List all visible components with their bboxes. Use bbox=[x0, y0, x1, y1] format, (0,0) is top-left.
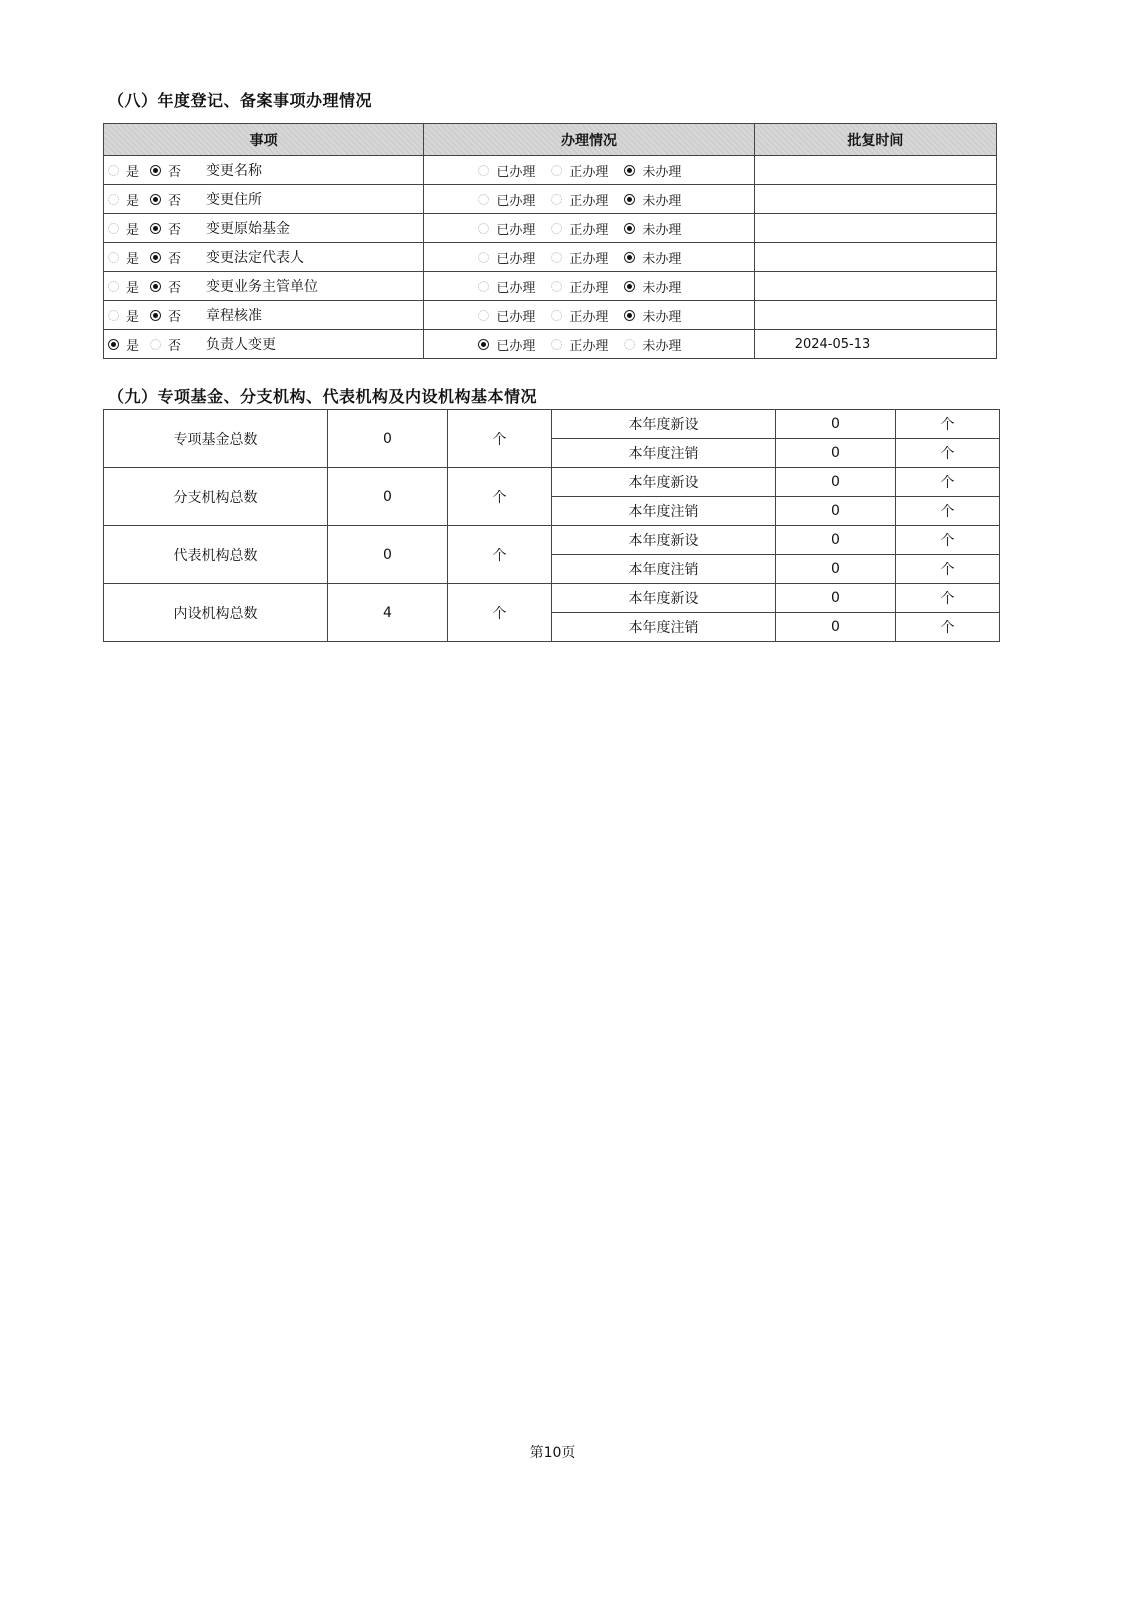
item-name: 变更名称 bbox=[206, 163, 262, 179]
radio-circle-icon bbox=[478, 310, 489, 321]
radio-circle-icon bbox=[150, 194, 161, 205]
item-cell bbox=[104, 185, 424, 214]
table-row bbox=[104, 468, 1000, 497]
status-label: 未办理 bbox=[642, 222, 682, 238]
radio-circle-icon bbox=[624, 310, 635, 321]
table-row bbox=[104, 243, 997, 272]
item-cell bbox=[104, 330, 424, 359]
no-label: 否 bbox=[168, 193, 182, 209]
radio-circle-icon bbox=[108, 252, 119, 263]
status-label: 未办理 bbox=[642, 309, 682, 325]
unit-label: 个 bbox=[896, 410, 1000, 439]
item-cell bbox=[104, 301, 424, 330]
status-label: 已办理 bbox=[496, 164, 536, 180]
status-radio[interactable] bbox=[624, 161, 697, 180]
radio-circle-icon bbox=[108, 194, 119, 205]
yes-radio[interactable] bbox=[108, 161, 150, 180]
radio-circle-icon bbox=[551, 252, 562, 263]
radio-circle-icon bbox=[551, 310, 562, 321]
unit-label: 个 bbox=[896, 613, 1000, 642]
status-label: 正办理 bbox=[569, 222, 609, 238]
new-label: 本年度新设 bbox=[552, 410, 776, 439]
category-name: 代表机构总数 bbox=[104, 526, 328, 584]
yes-radio[interactable] bbox=[108, 219, 150, 238]
status-radio[interactable] bbox=[478, 219, 551, 238]
item-name: 负责人变更 bbox=[206, 337, 276, 353]
unit-label: 个 bbox=[448, 410, 552, 468]
branch-institutions-table bbox=[103, 409, 1000, 642]
yes-label: 是 bbox=[126, 222, 140, 238]
cancel-label: 本年度注销 bbox=[552, 555, 776, 584]
yes-label: 是 bbox=[126, 164, 140, 180]
table-row bbox=[104, 185, 997, 214]
table-row bbox=[104, 156, 997, 185]
section-9-title: （九）专项基金、分支机构、代表机构及内设机构基本情况 bbox=[108, 387, 538, 406]
status-radio[interactable] bbox=[478, 190, 551, 209]
unit-label: 个 bbox=[448, 584, 552, 642]
no-radio[interactable] bbox=[150, 190, 200, 209]
no-radio[interactable] bbox=[150, 161, 200, 180]
yes-radio[interactable] bbox=[108, 335, 150, 354]
header-item: 事项 bbox=[104, 124, 424, 156]
header-approval-date: 批复时间 bbox=[754, 124, 996, 156]
radio-circle-icon bbox=[551, 223, 562, 234]
radio-circle-icon bbox=[551, 339, 562, 350]
status-radio[interactable] bbox=[551, 248, 624, 267]
no-label: 否 bbox=[168, 164, 182, 180]
status-label: 未办理 bbox=[642, 193, 682, 209]
item-name: 变更住所 bbox=[206, 192, 262, 208]
status-radio[interactable] bbox=[624, 306, 697, 325]
radio-circle-icon bbox=[150, 165, 161, 176]
approval-date bbox=[754, 301, 996, 330]
radio-circle-icon bbox=[478, 194, 489, 205]
status-radio[interactable] bbox=[478, 306, 551, 325]
status-radio[interactable] bbox=[478, 335, 551, 354]
radio-circle-icon bbox=[108, 281, 119, 292]
radio-circle-icon bbox=[624, 194, 635, 205]
radio-circle-icon bbox=[551, 281, 562, 292]
approval-date: 2024-05-13 bbox=[754, 330, 996, 359]
cancel-count: 0 bbox=[776, 497, 896, 526]
item-name: 变更法定代表人 bbox=[206, 250, 304, 266]
category-name: 分支机构总数 bbox=[104, 468, 328, 526]
status-cell bbox=[424, 185, 754, 214]
radio-circle-icon bbox=[478, 223, 489, 234]
unit-label: 个 bbox=[896, 584, 1000, 613]
status-radio[interactable] bbox=[624, 190, 697, 209]
no-label: 否 bbox=[168, 309, 182, 325]
radio-circle-icon bbox=[551, 194, 562, 205]
radio-circle-icon bbox=[624, 281, 635, 292]
radio-circle-icon bbox=[551, 165, 562, 176]
item-cell bbox=[104, 214, 424, 243]
unit-label: 个 bbox=[448, 468, 552, 526]
table-row bbox=[104, 301, 997, 330]
unit-label: 个 bbox=[896, 555, 1000, 584]
status-label: 已办理 bbox=[496, 309, 536, 325]
cancel-label: 本年度注销 bbox=[552, 439, 776, 468]
status-radio[interactable] bbox=[478, 277, 551, 296]
radio-circle-icon bbox=[624, 339, 635, 350]
radio-circle-icon bbox=[150, 310, 161, 321]
no-radio[interactable] bbox=[150, 248, 200, 267]
radio-circle-icon bbox=[108, 223, 119, 234]
category-total: 4 bbox=[328, 584, 448, 642]
status-label: 已办理 bbox=[496, 280, 536, 296]
yes-label: 是 bbox=[126, 280, 140, 296]
category-name: 内设机构总数 bbox=[104, 584, 328, 642]
item-name: 变更原始基金 bbox=[206, 221, 290, 237]
cancel-count: 0 bbox=[776, 555, 896, 584]
unit-label: 个 bbox=[448, 526, 552, 584]
yes-label: 是 bbox=[126, 338, 140, 354]
cancel-count: 0 bbox=[776, 613, 896, 642]
table-row bbox=[104, 214, 997, 243]
status-label: 未办理 bbox=[642, 251, 682, 267]
approval-date bbox=[754, 156, 996, 185]
status-label: 已办理 bbox=[496, 338, 536, 354]
table-row bbox=[104, 272, 997, 301]
radio-circle-icon bbox=[150, 339, 161, 350]
new-count: 0 bbox=[776, 410, 896, 439]
status-label: 正办理 bbox=[569, 164, 609, 180]
status-label: 正办理 bbox=[569, 251, 609, 267]
yes-radio[interactable] bbox=[108, 248, 150, 267]
category-total: 0 bbox=[328, 468, 448, 526]
new-count: 0 bbox=[776, 468, 896, 497]
yes-label: 是 bbox=[126, 193, 140, 209]
status-label: 正办理 bbox=[569, 309, 609, 325]
approval-date bbox=[754, 214, 996, 243]
approval-date bbox=[754, 185, 996, 214]
unit-label: 个 bbox=[896, 497, 1000, 526]
status-label: 已办理 bbox=[496, 222, 536, 238]
status-label: 正办理 bbox=[569, 193, 609, 209]
status-label: 未办理 bbox=[642, 164, 682, 180]
status-radio[interactable] bbox=[551, 306, 624, 325]
new-label: 本年度新设 bbox=[552, 526, 776, 555]
status-cell bbox=[424, 243, 754, 272]
status-label: 正办理 bbox=[569, 280, 609, 296]
no-radio[interactable] bbox=[150, 277, 200, 296]
radio-circle-icon bbox=[150, 281, 161, 292]
item-name: 变更业务主管单位 bbox=[206, 279, 318, 295]
no-label: 否 bbox=[168, 251, 182, 267]
cancel-label: 本年度注销 bbox=[552, 613, 776, 642]
radio-circle-icon bbox=[150, 252, 161, 263]
new-count: 0 bbox=[776, 526, 896, 555]
approval-date bbox=[754, 272, 996, 301]
unit-label: 个 bbox=[896, 526, 1000, 555]
yes-radio[interactable] bbox=[108, 190, 150, 209]
yes-radio[interactable] bbox=[108, 306, 150, 325]
no-label: 否 bbox=[168, 222, 182, 238]
status-cell bbox=[424, 214, 754, 243]
status-radio[interactable] bbox=[624, 335, 697, 354]
radio-circle-icon bbox=[150, 223, 161, 234]
no-radio[interactable] bbox=[150, 306, 200, 325]
header-status: 办理情况 bbox=[424, 124, 754, 156]
yes-label: 是 bbox=[126, 309, 140, 325]
table-row bbox=[104, 330, 997, 359]
status-label: 正办理 bbox=[569, 338, 609, 354]
status-label: 未办理 bbox=[642, 280, 682, 296]
cancel-label: 本年度注销 bbox=[552, 497, 776, 526]
radio-circle-icon bbox=[624, 252, 635, 263]
status-cell bbox=[424, 272, 754, 301]
category-total: 0 bbox=[328, 410, 448, 468]
registration-items-table bbox=[103, 123, 997, 359]
section-8-title: （八）年度登记、备案事项办理情况 bbox=[108, 91, 373, 110]
status-radio[interactable] bbox=[478, 248, 551, 267]
yes-label: 是 bbox=[126, 251, 140, 267]
radio-circle-icon bbox=[478, 252, 489, 263]
new-label: 本年度新设 bbox=[552, 584, 776, 613]
radio-circle-icon bbox=[478, 281, 489, 292]
radio-circle-icon bbox=[108, 339, 119, 350]
unit-label: 个 bbox=[896, 468, 1000, 497]
table-header-row bbox=[104, 124, 997, 156]
status-radio[interactable] bbox=[624, 277, 697, 296]
table-row bbox=[104, 584, 1000, 613]
item-cell bbox=[104, 272, 424, 301]
status-cell bbox=[424, 156, 754, 185]
status-cell bbox=[424, 330, 754, 359]
status-radio[interactable] bbox=[551, 219, 624, 238]
radio-circle-icon bbox=[478, 165, 489, 176]
radio-circle-icon bbox=[108, 310, 119, 321]
no-label: 否 bbox=[168, 338, 182, 354]
radio-circle-icon bbox=[478, 339, 489, 350]
new-label: 本年度新设 bbox=[552, 468, 776, 497]
page-number: 第10页 bbox=[529, 1445, 576, 1461]
radio-circle-icon bbox=[624, 165, 635, 176]
status-label: 已办理 bbox=[496, 193, 536, 209]
yes-radio[interactable] bbox=[108, 277, 150, 296]
no-label: 否 bbox=[168, 280, 182, 296]
new-count: 0 bbox=[776, 584, 896, 613]
table-row bbox=[104, 410, 1000, 439]
item-cell bbox=[104, 156, 424, 185]
status-radio[interactable] bbox=[624, 248, 697, 267]
approval-date bbox=[754, 243, 996, 272]
item-name: 章程核准 bbox=[206, 308, 262, 324]
radio-circle-icon bbox=[108, 165, 119, 176]
status-radio[interactable] bbox=[551, 161, 624, 180]
no-radio[interactable] bbox=[150, 219, 200, 238]
status-label: 未办理 bbox=[642, 338, 682, 354]
radio-circle-icon bbox=[624, 223, 635, 234]
status-radio[interactable] bbox=[478, 161, 551, 180]
status-radio[interactable] bbox=[551, 190, 624, 209]
item-cell bbox=[104, 243, 424, 272]
status-radio[interactable] bbox=[624, 219, 697, 238]
status-radio[interactable] bbox=[551, 277, 624, 296]
status-radio[interactable] bbox=[551, 335, 624, 354]
table-row bbox=[104, 526, 1000, 555]
status-cell bbox=[424, 301, 754, 330]
unit-label: 个 bbox=[896, 439, 1000, 468]
cancel-count: 0 bbox=[776, 439, 896, 468]
status-label: 已办理 bbox=[496, 251, 536, 267]
no-radio[interactable] bbox=[150, 335, 200, 354]
category-total: 0 bbox=[328, 526, 448, 584]
category-name: 专项基金总数 bbox=[104, 410, 328, 468]
